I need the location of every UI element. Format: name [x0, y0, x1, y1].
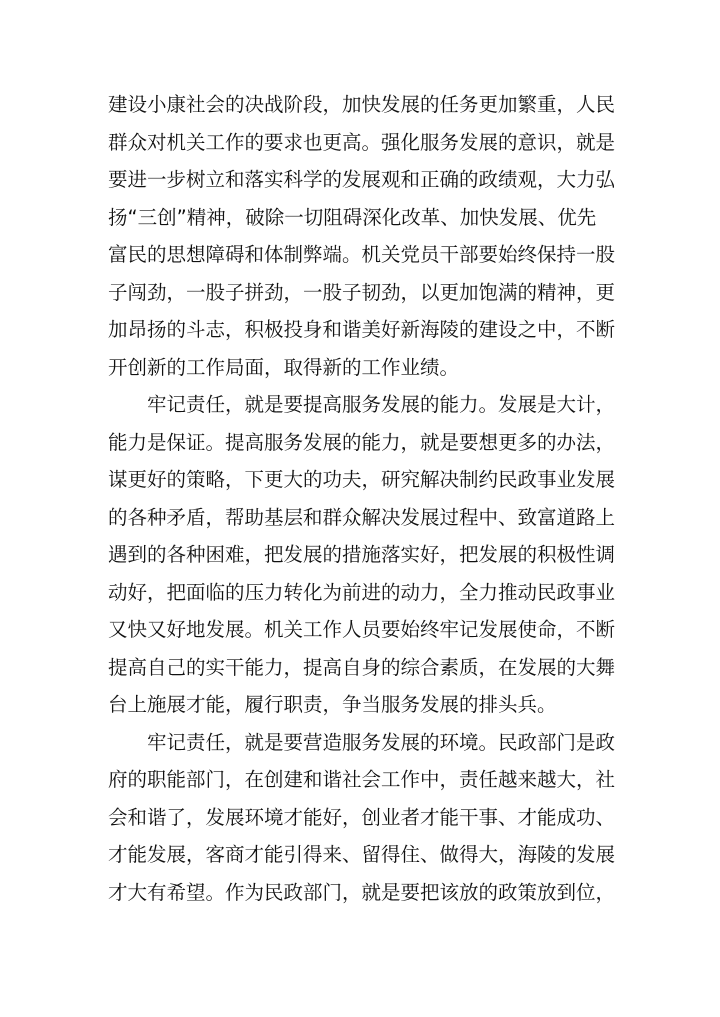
text-line: 能力是保证。提高服务发展的能力，就是要想更多的办法，	[108, 430, 616, 454]
text-line: 的各种矛盾，帮助基层和群众解决发展过程中、致富道路上	[108, 505, 616, 529]
body-text	[108, 86, 618, 911]
text-line: 群众对机关工作的要求也更高。强化服务发展的意识，就是	[108, 130, 616, 154]
text-line: 要进一步树立和落实科学的发展观和正确的政绩观，大力弘	[108, 168, 616, 191]
text-line: 开创新的工作局面，取得新的工作业绩。	[108, 355, 460, 379]
text-line: 遇到的各种困难，把发展的措施落实好，把发展的积极性调	[108, 543, 616, 566]
text-line: 富民的思想障碍和体制弊端。机关党员干部要始终保持一股	[108, 243, 616, 266]
text-line: 提高自己的实干能力，提高自身的综合素质，在发展的大舞	[108, 655, 616, 679]
text-line: 才能发展，客商才能引得来、留得住、做得大，海陵的发展	[108, 843, 616, 866]
text-line: 加昂扬的斗志，积极投身和谐美好新海陵的建设之中，不断	[108, 318, 616, 341]
text-line: 台上施展才能，履行职责，争当服务发展的排头兵。	[108, 693, 557, 716]
text-line: 府的职能部门，在创建和谐社会工作中，责任越来越大，社	[108, 768, 616, 791]
text-line: 建设小康社会的决战阶段，加快发展的任务更加繁重，人民	[108, 93, 616, 116]
text-line: 动好，把面临的压力转化为前进的动力，全力推动民政事业	[108, 580, 616, 604]
text-line: 扬“三创”精神，破除一切阻碍深化改革、加快发展、优先	[108, 205, 597, 229]
text-line: 谋更好的策略，下更大的功夫，研究解决制约民政事业发展	[108, 468, 616, 491]
text-line: 才大有希望。作为民政部门，就是要把该放的政策放到位，	[108, 880, 616, 904]
text-line: 又快又好地发展。机关工作人员要始终牢记发展使命，不断	[108, 618, 616, 641]
text-line: 会和谐了，发展环境才能好，创业者才能干事、才能成功、	[108, 805, 616, 829]
paragraph-start-line: 牢记责任，就是要营造服务发展的环境。民政部门是政	[147, 730, 616, 754]
text-line: 子闯劲，一股子拼劲，一股子韧劲，以更加饱满的精神，更	[108, 280, 616, 304]
paragraph-start-line: 牢记责任，就是要提高服务发展的能力。发展是大计，	[147, 393, 616, 416]
